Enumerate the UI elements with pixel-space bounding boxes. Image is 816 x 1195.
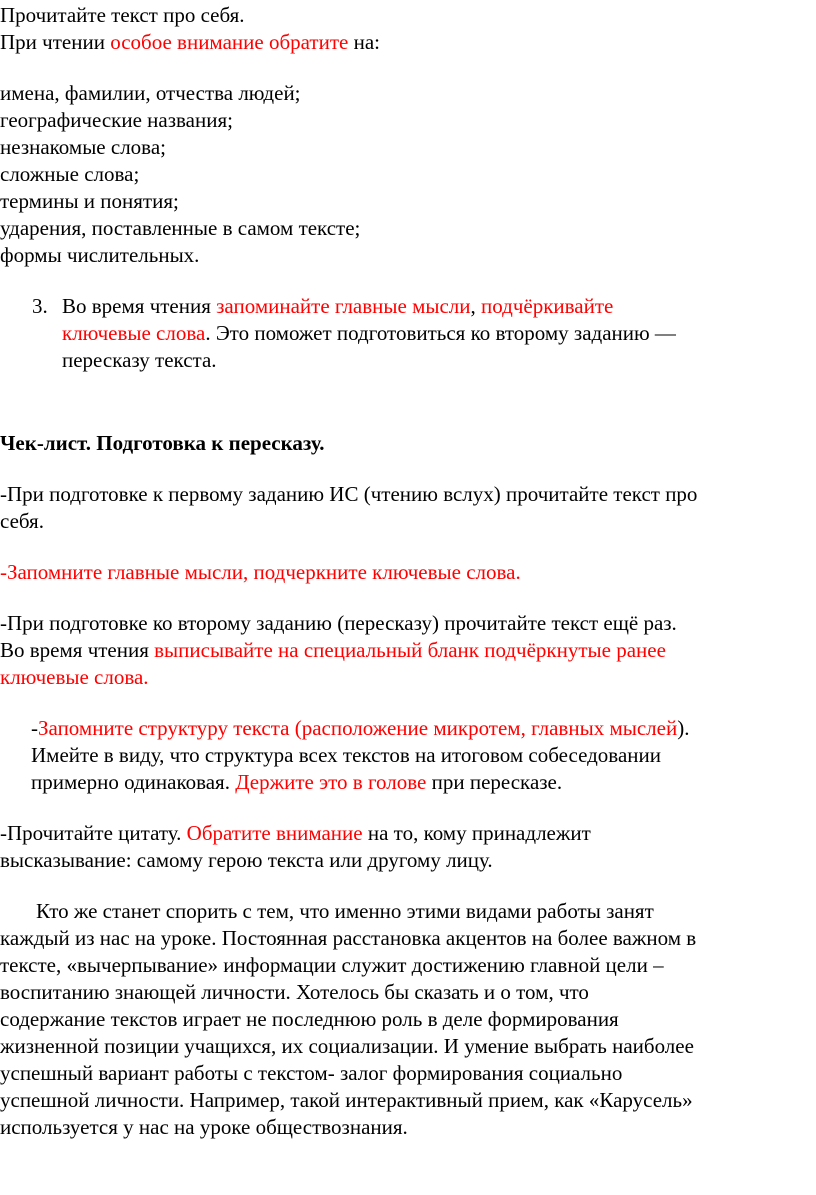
checklist-p5-pre: -Прочитайте цитату.: [0, 821, 187, 845]
checklist-p3-highlight: выписывайте на специальный бланк подчёркнутые ранее: [154, 638, 666, 662]
attention-item: имена, фамилии, отчества людей;: [0, 81, 301, 105]
checklist-p5-b: высказывание: самому герою текста или другому лицу.: [0, 848, 493, 872]
attention-item: термины и понятия;: [0, 189, 179, 213]
attention-item: незнакомые слова;: [0, 135, 166, 159]
checklist-p4-c-pre: примерно одинаковая.: [31, 770, 236, 794]
checklist-p4-dash: -: [31, 716, 38, 740]
checklist-p4: [0, 715, 816, 796]
checklist-p5-a: [0, 820, 816, 847]
checklist-p4-a: [31, 715, 816, 742]
checklist-p4-c: [31, 769, 816, 796]
intro-line-2: [0, 29, 816, 56]
checklist-title-text: Чек-лист. Подготовка к пересказу.: [0, 431, 325, 455]
item3-post-a: . Это поможет подготовиться ко второму заданию —: [205, 321, 676, 345]
item-number: 3.: [32, 294, 48, 318]
checklist-p3-b: [0, 637, 816, 664]
attention-item: географические названия;: [0, 108, 233, 132]
checklist-p4-post: ).: [677, 716, 690, 740]
checklist-p4-c-post: при пересказе.: [426, 770, 563, 794]
checklist-p1-b: себя.: [0, 509, 44, 533]
checklist-p4-c-highlight: Держите это в голове: [235, 770, 427, 794]
item3-line-3: пересказу текста.: [62, 348, 217, 372]
closing-line: жизненной позиции учащихся, их социализации. И умение выбрать наиболее: [0, 1034, 694, 1058]
item3-comma: ,: [470, 294, 482, 318]
attention-item: сложные слова;: [0, 162, 140, 186]
numbered-list: [0, 293, 816, 374]
closing-line: успешной личности. Например, такой интерактивный прием, как «Карусель»: [0, 1088, 693, 1112]
checklist-p2: -Запомните главные мысли, подчеркните ключевые слова.: [0, 560, 521, 584]
checklist-p3-c: ключевые слова.: [0, 665, 149, 689]
checklist-p5-highlight: Обратите внимание: [186, 821, 363, 845]
checklist-p4-b: Имейте в виду, что структура всех текстов на итоговом собеседовании: [31, 743, 661, 767]
attention-item: ударения, поставленные в самом тексте;: [0, 216, 361, 240]
checklist-p1-a: -При подготовке к первому заданию ИС (чтению вслух) прочитайте текст про: [0, 482, 698, 506]
item3-highlight-1: запоминайте главные мысли: [216, 294, 471, 318]
item3-highlight-2a: подчёркивайте: [481, 294, 614, 318]
item3-line-2: [62, 320, 816, 347]
closing-line: каждый из нас на уроке. Постоянная расстановка акцентов на более важном в: [0, 926, 697, 950]
intro-line-1: Прочитайте текст про себя.: [0, 3, 245, 27]
closing-line: воспитанию знающей личности. Хотелось бы сказать и о том, что: [0, 980, 589, 1004]
intro-line-2-pre: При чтении: [0, 30, 111, 54]
checklist-p3-b-pre: Во время чтения: [0, 638, 155, 662]
checklist-title: [0, 430, 816, 457]
intro-highlight: особое внимание обратите: [110, 30, 349, 54]
closing-line: тексте, «вычерпывание» информации служит достижению главной цели –: [0, 953, 664, 977]
numbered-item-3: [0, 293, 816, 374]
closing-line: используется у нас на уроке обществознания.: [0, 1115, 408, 1139]
attention-item: формы числительных.: [0, 243, 200, 267]
item3-pre: Во время чтения: [62, 294, 217, 318]
checklist-p4-highlight: Запомните структуру текста (расположение микротем, главных мыслей: [38, 716, 678, 740]
closing-line: успешный вариант работы с текстом- залог формирования социально: [0, 1061, 623, 1085]
intro-line-2-post: на:: [348, 30, 380, 54]
closing-paragraph: [0, 898, 816, 1141]
item3-highlight-2b: ключевые слова: [62, 321, 206, 345]
item3-line-1: [62, 293, 816, 320]
closing-line: содержание текстов играет не последнюю роль в деле формирования: [0, 1007, 619, 1031]
checklist-p5-post: на то, кому принадлежит: [362, 821, 591, 845]
checklist-p3-a: -При подготовке ко второму заданию (пересказу) прочитайте текст ещё раз.: [0, 611, 677, 635]
attention-list: [0, 80, 816, 269]
closing-line: Кто же станет спорить с тем, что именно этими видами работы занят: [36, 899, 654, 923]
